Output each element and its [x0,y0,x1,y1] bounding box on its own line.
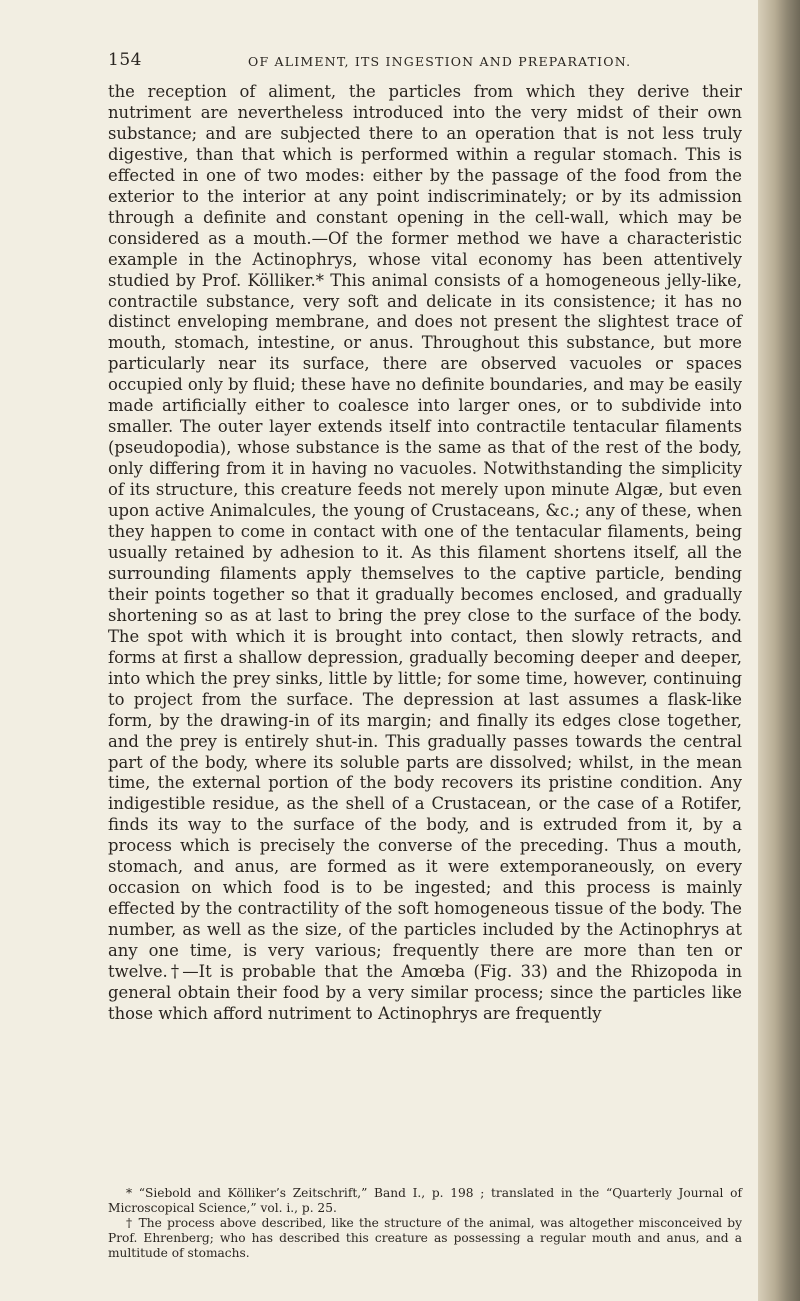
page-number: 154 [108,50,142,70]
page-header [0,50,758,74]
footnote-2: † The process above described, like the structure of the animal, was altogether misconceived by Prof. Ehrenberg; who has described this creature as possessing a regular mouth and anus, and a multitude of stomachs. [108,1216,742,1261]
body-paragraph: the reception of aliment, the particles from which they derive their nutriment are nevertheless introduced into the very midst of their own substance; and are subjected there to an operation that is not less truly digestive, than that which is performed within a regular stomach. This is effected in one of two modes: either by the passage of the food from the exterior to the interior at any point indiscriminately; or by its admission through a definite and constant opening in the cell-wall, which may be considered as a mouth.—Of the former method we have a characteristic example in the Actinophrys, whose vital economy has been attentively studied by Prof. Kölliker.* This animal consists of a homogeneous jelly-like, contractile substance, very soft and delicate in its consistence; it has no distinct enveloping membrane, and does not present the slightest trace of mouth, stomach, intestine, or anus. Throughout this substance, but more particularly near its surface, there are observed vacuoles or spaces occupied only by fluid; these have no definite boundaries, and may be easily made artificially either to coalesce into larger ones, or to subdivide into smaller. The outer layer extends itself into contractile tentacular filaments (pseudopodia), whose substance is the same as that of the rest of the body, only differing from it in having no vacuoles. Notwithstanding the simplicity of its structure, this creature feeds not merely upon minute Algæ, but even upon active Animalcules, the young of Crustaceans, &c.; any of these, when they happen to come in contact with one of the tentacular filaments, being usually retained by adhesion to it. As this filament shortens itself, all the surrounding filaments apply themselves to the captive particle, bending their points together so that it gradually becomes enclosed, and gradually shortening so as at last to bring the prey close to the surface of the body. The spot with which it is brought into contact, then slowly retracts, and forms at first a shallow depression, gradually becoming deeper and deeper, into which the prey sinks, little by little; for some time, however, continuing to project from the surface. The depression at last assumes a flask-like form, by the drawing-in of its margin; and finally its edges close together, and the prey is entirely shut-in. This gradually passes towards the central part of the body, where its soluble parts are dissolved; whilst, in the mean time, the external portion of the body recovers its pristine condition. Any indigestible residue, as the shell of a Crustacean, or the case of a Rotifer, finds its way to the surface of the body, and is extruded from it, by a process which is precisely the converse of the preceding. Thus a mouth, stomach, and anus, are formed as it were extemporaneously, on every occasion on which food is to be ingested; and this process is mainly effected by the contractility of the soft homogeneous tissue of the body. The number, as well as the size, of the particles included by the Actinophrys at any one time, is very various; frequently there are more than ten or twelve.†—It is probable that the Amœba (Fig. 33) and the Rhizopoda in general obtain their food by a very similar process; since the particles like those which afford nutriment to Actinophrys are frequently [108,82,742,1023]
book-binding-edge [758,0,800,1301]
footnotes [108,1186,742,1261]
running-head: OF ALIMENT, ITS INGESTION AND PREPARATION. [248,54,632,69]
body-text [108,82,742,1025]
footnote-1: * “Siebold and Kölliker’s Zeitschrift,” Band I., p. 198 ; translated in the “Quarterly Journal of Microscopical Science,” vol. i., p. 25. [108,1186,742,1216]
